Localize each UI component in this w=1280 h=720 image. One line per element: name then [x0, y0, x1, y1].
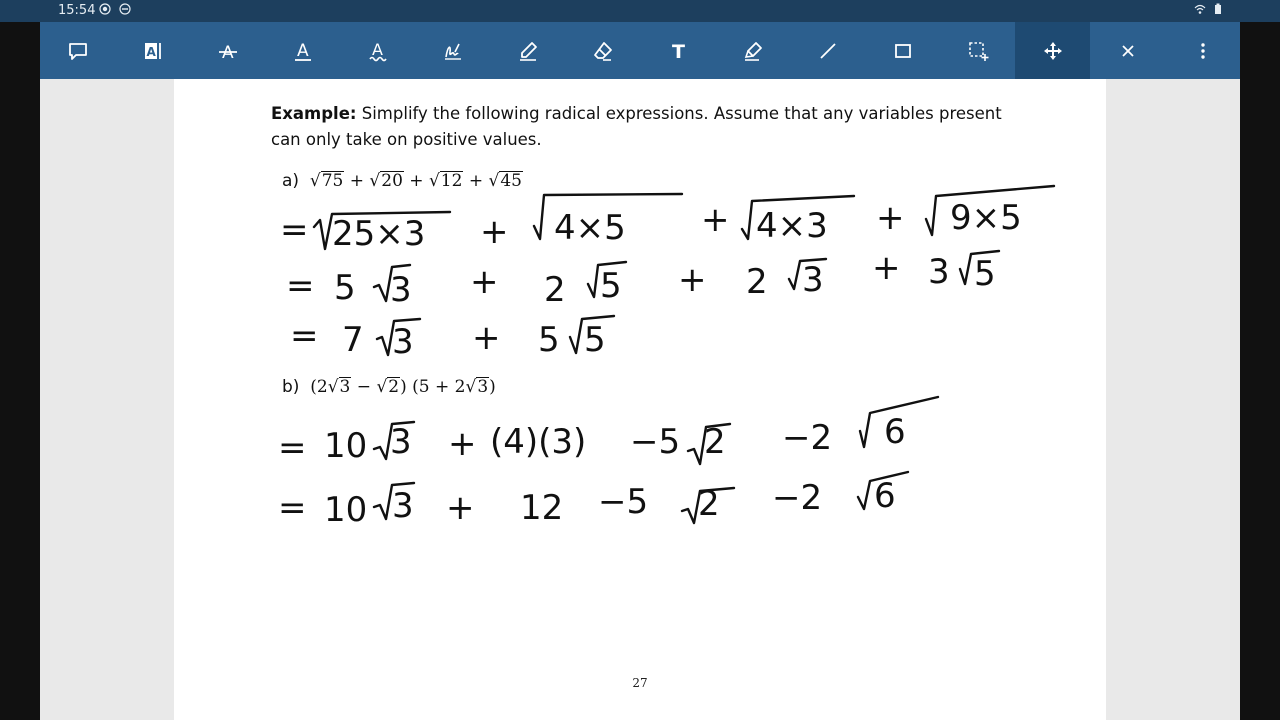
- ink-coef: 5: [538, 320, 560, 360]
- radicand-a3: 12: [440, 171, 463, 191]
- status-bar: [0, 0, 1280, 22]
- radicand-b3: 3: [477, 377, 489, 397]
- record-icon: [99, 3, 111, 15]
- ink-number: 12: [520, 488, 564, 528]
- close-icon: [1117, 40, 1139, 62]
- plus-sign: +: [468, 171, 484, 191]
- ink-radicand: 25×3: [332, 214, 426, 254]
- plus-sign: +: [349, 171, 364, 191]
- ink-radicand: 3: [392, 486, 414, 526]
- expr-part: ) (5 + 2: [400, 377, 466, 397]
- ink-radicand: 9×5: [950, 198, 1022, 238]
- strikeout-tool[interactable]: [190, 22, 265, 79]
- radicand-a2: 20: [381, 171, 403, 191]
- ink-radicand: 6: [874, 476, 896, 516]
- selection-tool[interactable]: [940, 22, 1015, 79]
- ink-coef: 10: [324, 490, 368, 530]
- radicand-b2: 2: [388, 377, 400, 397]
- example-instructions: Simplify the following radical expressions. Assume that any variables present can only take on positive values.: [271, 104, 1002, 149]
- ink-coef: 2: [746, 262, 768, 302]
- squiggly-icon: [367, 40, 389, 62]
- plus-sign: +: [409, 171, 424, 191]
- rectangle-icon: [892, 40, 914, 62]
- ink-equals: =: [278, 488, 307, 528]
- eraser-icon: [592, 40, 614, 62]
- ink-radicand: 5: [974, 254, 996, 294]
- expr-part: ): [489, 377, 496, 397]
- ink-radicand: 5: [584, 320, 606, 360]
- line-tool[interactable]: [790, 22, 865, 79]
- ink-plus: +: [472, 318, 501, 358]
- underline-icon: [292, 40, 314, 62]
- free-text-tool[interactable]: [640, 22, 715, 79]
- part-a-expression: a) √75 + √20 + √12 + √45: [282, 171, 522, 191]
- ink-radicand: 3: [392, 322, 414, 362]
- ink-plus: +: [470, 262, 499, 302]
- ink-radicand: 4×5: [554, 208, 626, 248]
- example-heading: Example:: [271, 104, 357, 123]
- ink-coef: 7: [342, 320, 364, 360]
- comment-tool[interactable]: [40, 22, 115, 79]
- dnd-icon: [119, 3, 131, 15]
- ink-coef: 3: [928, 252, 950, 292]
- ink-radicand: 5: [600, 266, 622, 306]
- more-tool[interactable]: [1165, 22, 1240, 79]
- page-number: 27: [632, 676, 648, 690]
- signature-tool[interactable]: [415, 22, 490, 79]
- ink-plus: +: [678, 260, 707, 300]
- ink-radicand: 2: [704, 422, 726, 462]
- strikethrough-icon: [217, 40, 239, 62]
- ink-plus: +: [480, 212, 509, 252]
- highlighter-tool[interactable]: [715, 22, 790, 79]
- svg-text:A: A: [146, 44, 156, 59]
- ink-minus-coef: −5: [598, 482, 649, 522]
- ink-radicand: 3: [802, 260, 824, 300]
- ink-radicand: 4×3: [756, 206, 828, 246]
- svg-text:A: A: [371, 39, 383, 59]
- squiggly-tool[interactable]: [340, 22, 415, 79]
- ink-radicand: 3: [390, 422, 412, 462]
- svg-text:A: A: [296, 40, 309, 61]
- ink-plus: +: [701, 200, 730, 240]
- text-icon: [667, 40, 689, 62]
- area-select-icon: [967, 40, 989, 62]
- rectangle-tool[interactable]: [865, 22, 940, 79]
- radicand-a1: 75: [321, 171, 344, 191]
- minus-sign: −: [351, 377, 377, 397]
- ink-plus: +: [876, 198, 905, 238]
- ink-coef: 5: [334, 268, 356, 308]
- ink-minus-coef: −5: [630, 422, 681, 462]
- ink-radicand: 6: [884, 412, 906, 452]
- line-icon: [817, 40, 839, 62]
- ink-minus-coef: −2: [782, 418, 833, 458]
- more-vert-icon: [1192, 40, 1214, 62]
- document-viewer[interactable]: [40, 79, 1240, 720]
- ink-equals: =: [280, 210, 309, 250]
- radicand-a4: 45: [500, 171, 522, 191]
- move-icon: [1042, 40, 1064, 62]
- signature-icon: [442, 40, 464, 62]
- underline-tool[interactable]: [265, 22, 340, 79]
- highlighter-icon: [742, 40, 764, 62]
- ink-plus: +: [872, 248, 901, 288]
- pdf-page[interactable]: [174, 79, 1106, 720]
- battery-icon: [1212, 3, 1224, 15]
- part-a-label: a): [282, 171, 300, 191]
- status-time: 15:54: [58, 3, 96, 18]
- ink-coef: 10: [324, 426, 368, 466]
- ink-product: (4)(3): [490, 422, 587, 462]
- ink-plus: +: [446, 488, 475, 528]
- pen-icon: [517, 40, 539, 62]
- handwriting-layer: [174, 79, 1106, 720]
- ink-plus: +: [448, 424, 477, 464]
- text-field-tool[interactable]: [115, 22, 190, 79]
- ink-radicand: 2: [698, 484, 720, 524]
- ink-coef: 2: [544, 270, 566, 310]
- part-b-label: b): [282, 377, 300, 397]
- part-b-expression: b) (2√3 − √2) (5 + 2√3): [282, 377, 496, 397]
- text-box-icon: [142, 40, 164, 62]
- expr-part: (2: [310, 377, 328, 397]
- close-tool[interactable]: [1090, 22, 1165, 79]
- pan-tool[interactable]: [1015, 22, 1090, 79]
- wifi-icon: [1194, 3, 1206, 15]
- speech-bubble-icon: [67, 40, 89, 62]
- pen-tool[interactable]: [490, 22, 565, 79]
- ink-equals: =: [278, 428, 307, 468]
- svg-text:A: A: [221, 42, 234, 62]
- svg-text:T: T: [671, 40, 685, 62]
- eraser-tool[interactable]: [565, 22, 640, 79]
- radicand-b1: 3: [339, 377, 351, 397]
- ink-radicand: 3: [390, 270, 412, 310]
- ink-equals: =: [290, 316, 319, 356]
- ink-equals: =: [286, 266, 315, 306]
- ink-minus-coef: −2: [772, 478, 823, 518]
- annotation-toolbar: [40, 22, 1240, 79]
